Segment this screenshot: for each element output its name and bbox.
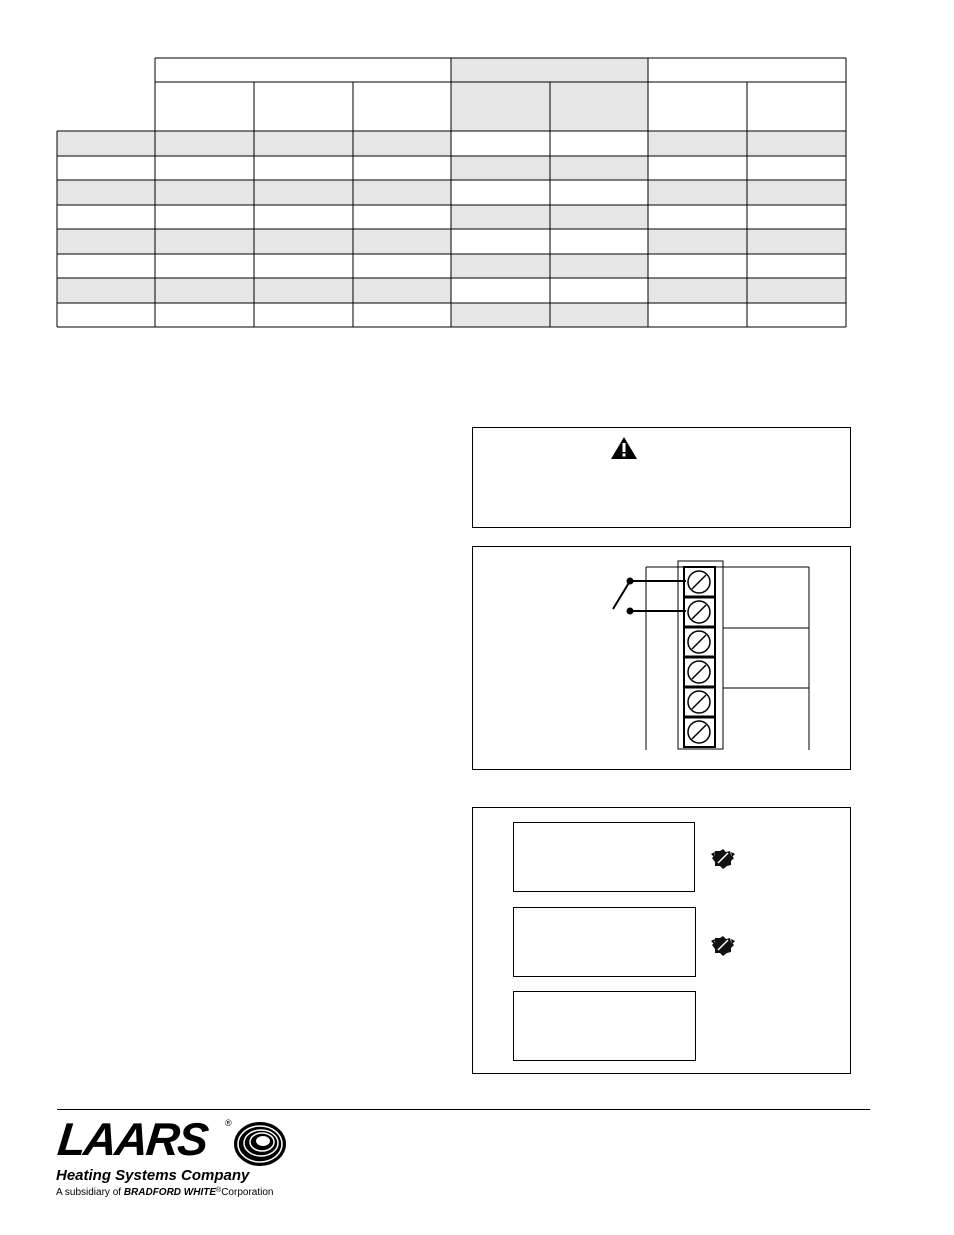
table-cell-shade	[550, 303, 648, 327]
warning-triangle-icon	[610, 436, 638, 460]
table-cell-shade	[451, 303, 550, 327]
wiring-diagram-box	[472, 546, 851, 770]
logo-brand: LAARS	[55, 1113, 210, 1165]
table-cell-shade	[550, 254, 648, 278]
table-cell-shade	[451, 156, 550, 180]
wiring-diagram	[473, 547, 850, 769]
logo-registered: ®	[225, 1118, 232, 1128]
logo-tagline: Heating Systems Company	[56, 1167, 250, 1184]
switch-icon	[613, 578, 686, 615]
warning-box	[472, 427, 851, 528]
table-cell-shade	[648, 180, 747, 205]
table-cell-shade	[254, 131, 353, 156]
table-cell-shade	[155, 180, 254, 205]
table-cell-shade	[550, 156, 648, 180]
table-cell-shade	[57, 180, 155, 205]
table-cell-shade	[155, 278, 254, 303]
logo-subsidiary	[56, 1187, 273, 1198]
table-cell-shade	[648, 131, 747, 156]
table-cell-shade	[353, 229, 451, 254]
header-group-2	[451, 58, 648, 82]
laars-logo	[55, 1113, 296, 1206]
table-cell-shade	[353, 180, 451, 205]
spec-table	[0, 0, 954, 340]
display-panel-box	[472, 807, 851, 1074]
table-cell-shade	[747, 131, 846, 156]
table-cell-shade	[155, 131, 254, 156]
table-cell-shade	[254, 180, 353, 205]
display-screen-1	[513, 822, 695, 892]
table-cell-shade	[747, 278, 846, 303]
header-group-3	[648, 58, 846, 82]
table-cell-shade	[57, 131, 155, 156]
table-cell-shade	[353, 278, 451, 303]
table-cell-shade	[648, 278, 747, 303]
table-cell-shade	[451, 205, 550, 229]
rotary-knob-icon[interactable]	[709, 845, 737, 871]
table-cell-shade	[747, 229, 846, 254]
table-cell-shade	[155, 229, 254, 254]
table-cell-shade	[648, 229, 747, 254]
table-cell-shade	[57, 229, 155, 254]
footer-rule	[57, 1109, 870, 1110]
table-cell-shade	[451, 254, 550, 278]
rotary-knob-icon[interactable]	[709, 932, 737, 958]
display-screen-2	[513, 907, 696, 977]
subsidiary-registered: ®	[216, 1187, 222, 1194]
table-cell-shade	[254, 229, 353, 254]
display-screen-3	[513, 991, 696, 1061]
subsidiary-name: BRADFORD WHITE	[123, 1187, 217, 1198]
table-cell-shade	[747, 180, 846, 205]
screw-terminal-icon	[688, 571, 710, 593]
table-cell-shade	[353, 131, 451, 156]
table-cell-shade	[550, 205, 648, 229]
table-cell-shade	[254, 278, 353, 303]
logo-coil-icon	[232, 1120, 288, 1168]
table-cell-shade	[57, 278, 155, 303]
table-grid	[0, 0, 954, 340]
subsidiary-prefix: A subsidiary of	[56, 1187, 124, 1198]
subsidiary-suffix: Corporation	[221, 1187, 274, 1198]
header-group-1	[155, 58, 451, 82]
